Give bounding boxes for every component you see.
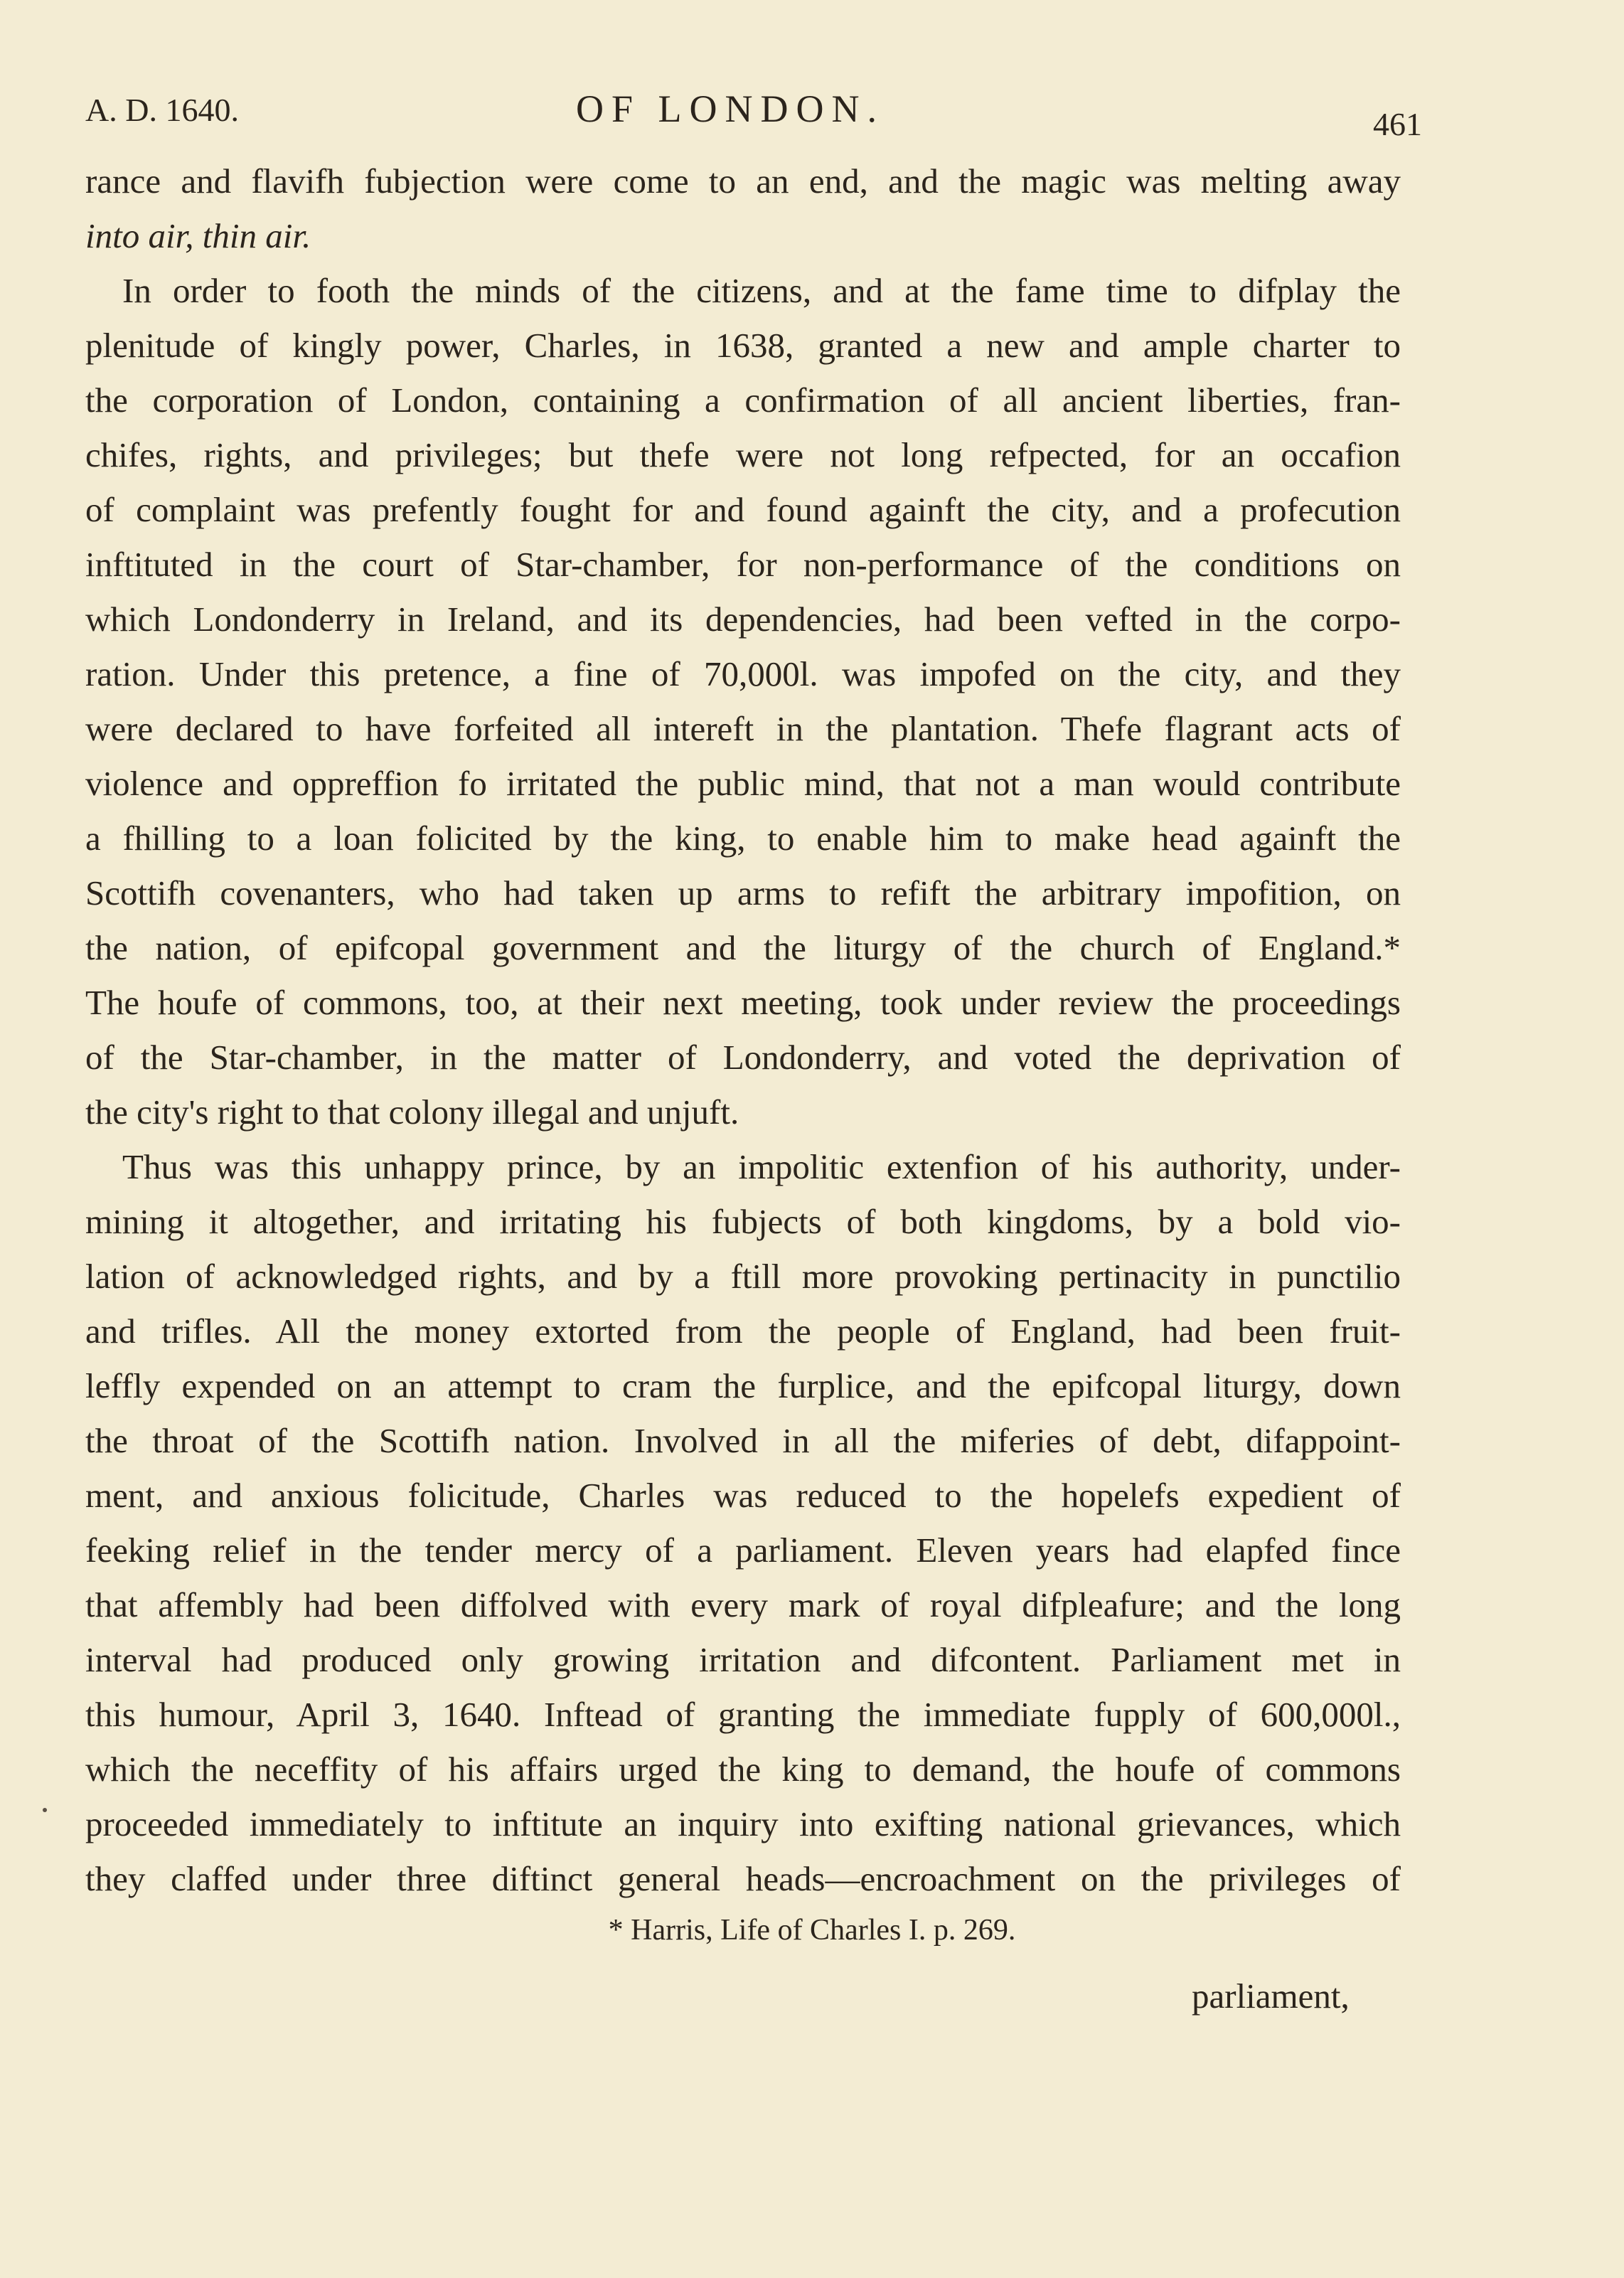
text-line: The houfe of commons, too, at their next meeting, took under review the proceedings [85, 983, 1401, 1022]
text-line: lation of acknowledged rights, and by a ftill more provoking pertinacity in punctilio [85, 1257, 1401, 1296]
text-line: which the neceffity of his affairs urged the king to demand, the houfe of commons [85, 1750, 1401, 1789]
margin-mark [43, 1808, 47, 1812]
text-line: plenitude of kingly power, Charles, in 1638, granted a new and ample charter to [85, 326, 1401, 365]
text-line: the throat of the Scottifh nation. Involved in all the miferies of debt, difappoint- [85, 1421, 1401, 1460]
text-line: into air, thin air. [85, 216, 311, 255]
text-line: Thus was this unhappy prince, by an impolitic extenfion of his authority, under- [122, 1147, 1401, 1186]
text-line: a fhilling to a loan folicited by the king, to enable him to make head againft the [85, 819, 1401, 858]
header-title: OF LONDON. [576, 87, 885, 130]
text-line: interval had produced only growing irritation and difcontent. Parliament met in [85, 1640, 1401, 1679]
text-line: of complaint was prefently fought for and found againft the city, and a profecution [85, 490, 1401, 529]
text-line: In order to footh the minds of the citizens, and at the fame time to difplay the [122, 271, 1401, 310]
text-line: chifes, rights, and privileges; but thefe were not long refpected, for an occafion [85, 435, 1401, 474]
text-line: feeking relief in the tender mercy of a parliament. Eleven years had elapfed fince [85, 1531, 1401, 1570]
text-line: were declared to have forfeited all intereft in the plantation. Thefe flagrant acts of [85, 709, 1401, 748]
text-line: of the Star-chamber, in the matter of Londonderry, and voted the deprivation of [85, 1038, 1401, 1077]
text-line: mining it altogether, and irritating his fubjects of both kingdoms, by a bold vio- [85, 1202, 1401, 1241]
page-number: 461 [1373, 106, 1422, 142]
text-line: ration. Under this pretence, a fine of 70,000l. was impofed on the city, and they [85, 654, 1401, 693]
text-line: that affembly had been diffolved with every mark of royal difpleafure; and the long [85, 1585, 1401, 1624]
text-line: proceeded immediately to inftitute an inquiry into exifting national grievances, which [85, 1804, 1401, 1843]
text-line: the corporation of London, containing a confirmation of all ancient liberties, fran- [85, 380, 1401, 420]
text-line: and trifles. All the money extorted from the people of England, had been fruit- [85, 1311, 1401, 1351]
header-date: A. D. 1640. [85, 92, 239, 128]
text-line: the nation, of epifcopal government and the liturgy of the church of England.* [85, 928, 1401, 967]
text-line: they claffed under three diftinct general heads—encroachment on the privileges of [85, 1859, 1401, 1898]
text-line: inftituted in the court of Star-chamber, for non-performance of the conditions on [85, 545, 1401, 584]
body-text [85, 154, 1401, 1906]
text-line: rance and flavifh fubjection were come to an end, and the magic was melting away [85, 161, 1401, 201]
text-line: ment, and anxious folicitude, Charles was reduced to the hopelefs expedient of [85, 1476, 1401, 1515]
footnote: * Harris, Life of Charles I. p. 269. [608, 1914, 1016, 1947]
text-line: which Londonderry in Ireland, and its dependencies, had been vefted in the corpo- [85, 600, 1401, 639]
catchword: parliament, [1192, 1976, 1350, 2016]
text-line: leffly expended on an attempt to cram the furplice, and the epifcopal liturgy, down [85, 1366, 1401, 1405]
text-line: this humour, April 3, 1640. Inftead of granting the immediate fupply of 600,000l., [85, 1695, 1401, 1734]
text-line: Scottifh covenanters, who had taken up arms to refift the arbitrary impofition, on [85, 873, 1401, 912]
running-header [85, 84, 1422, 142]
text-line: violence and oppreffion fo irritated the public mind, that not a man would contribute [85, 764, 1401, 803]
text-line: the city's right to that colony illegal and unjuft. [85, 1092, 739, 1132]
